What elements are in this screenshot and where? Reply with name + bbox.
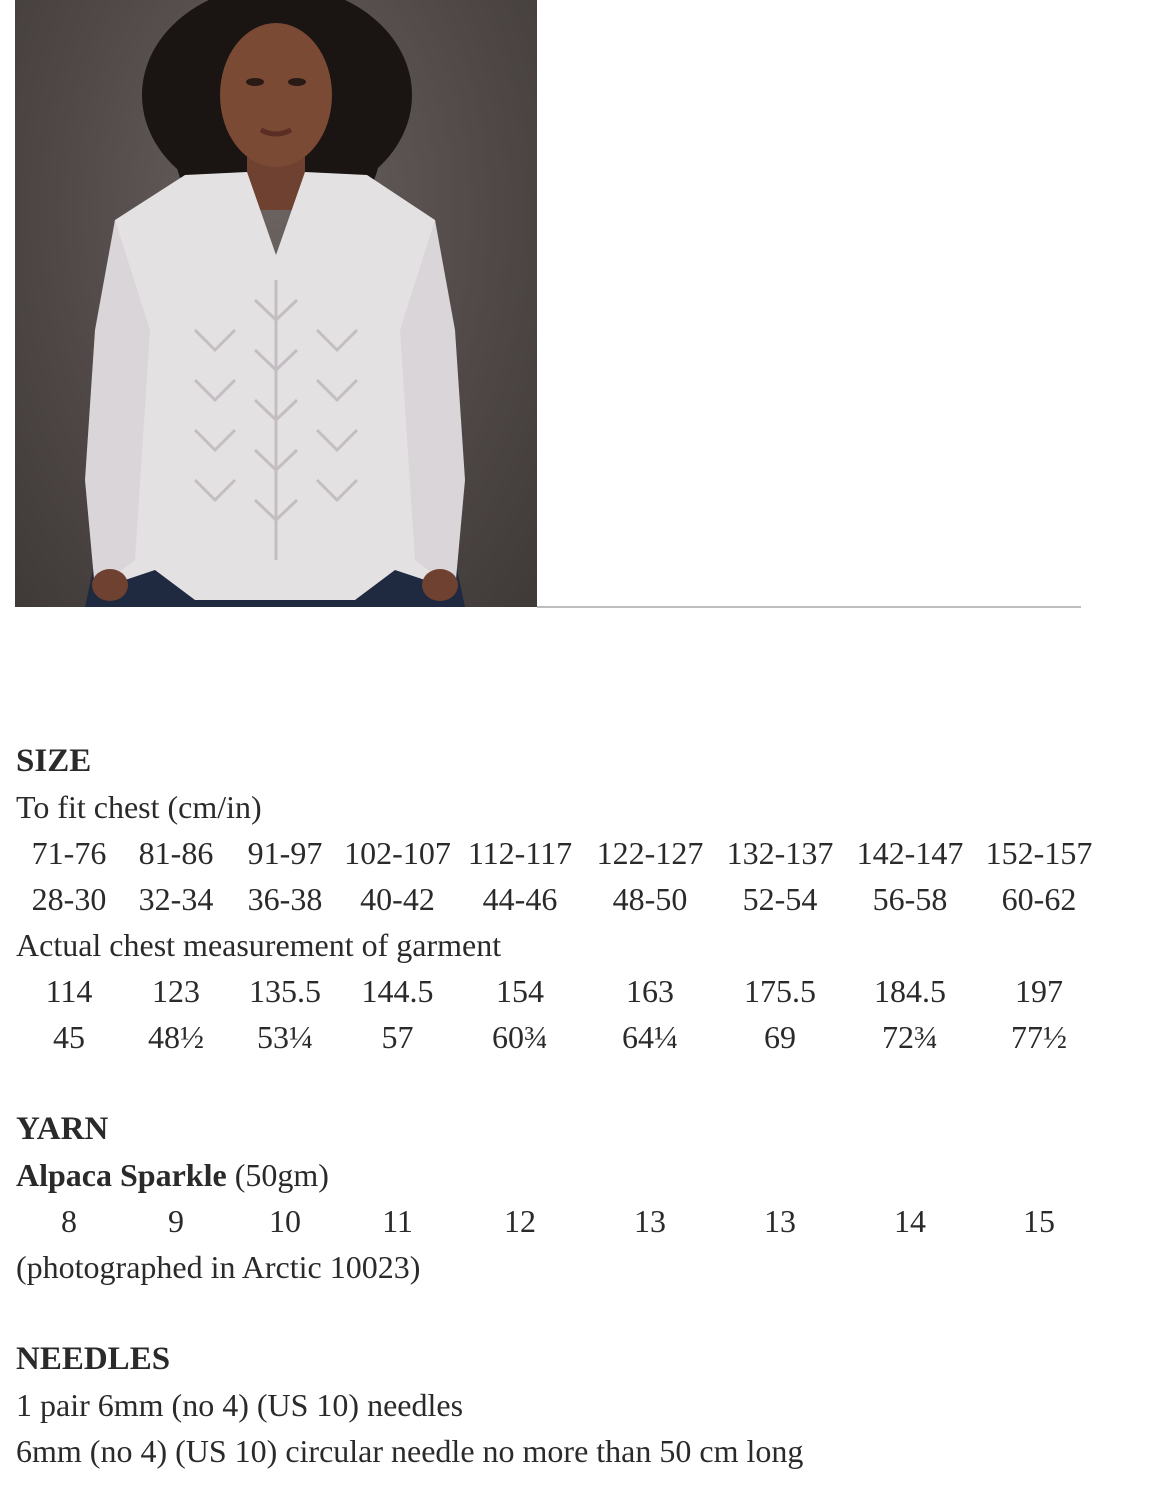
size-cell: 48½ — [148, 1019, 204, 1055]
size-cell: 36-38 — [247, 881, 323, 917]
fit-in-row — [16, 876, 1116, 922]
size-cell: 53¼ — [257, 1019, 313, 1055]
fit-chest-label: To fit chest (cm/in) — [16, 789, 262, 825]
yarn-note: (photographed in Arctic 10023) — [16, 1249, 421, 1285]
size-cell: 175.5 — [744, 973, 816, 1009]
size-cell: 48-50 — [612, 881, 688, 917]
size-cell: 45 — [53, 1019, 85, 1055]
size-cell: 13 — [634, 1203, 666, 1239]
header-divider — [537, 606, 1081, 608]
pattern-details — [16, 738, 1116, 1474]
size-cell: 60¾ — [492, 1019, 548, 1055]
size-cell: 114 — [45, 973, 93, 1009]
size-cell: 135.5 — [249, 973, 321, 1009]
yarn-name-line — [16, 1152, 1116, 1198]
size-cell: 71-76 — [31, 835, 107, 871]
size-cell: 154 — [496, 973, 544, 1009]
size-cell: 32-34 — [138, 881, 214, 917]
actual-in-row — [16, 1014, 1116, 1060]
size-cell: 15 — [1023, 1203, 1055, 1239]
size-cell: 81-86 — [138, 835, 214, 871]
size-cell: 9 — [168, 1203, 184, 1239]
size-cell: 57 — [381, 1019, 414, 1055]
size-heading: SIZE — [16, 743, 92, 779]
size-cell: 184.5 — [874, 973, 946, 1009]
size-cell: 10 — [269, 1203, 301, 1239]
yarn-quantity-row — [16, 1198, 1116, 1244]
size-cell: 28-30 — [31, 881, 107, 917]
actual-chest-label: Actual chest measurement of garment — [16, 927, 502, 963]
model-photo — [15, 0, 537, 607]
size-cell: 44-46 — [482, 881, 558, 917]
model-photo-icon — [15, 0, 537, 607]
size-cell: 163 — [626, 973, 674, 1009]
yarn-name: Alpaca Sparkle — [16, 1157, 227, 1193]
size-cell: 56-58 — [872, 881, 948, 917]
size-cell: 60-62 — [1001, 881, 1077, 917]
size-cell: 112-117 — [467, 835, 573, 871]
needle-item-2: 6mm (no 4) (US 10) circular needle no more than 50 cm long — [16, 1433, 804, 1469]
needles-heading: NEEDLES — [16, 1341, 171, 1377]
needle-item-1: 1 pair 6mm (no 4) (US 10) needles — [16, 1387, 464, 1423]
size-cell: 197 — [1015, 973, 1063, 1009]
size-cell: 122-127 — [596, 835, 704, 871]
size-cell: 144.5 — [361, 973, 434, 1009]
size-cell: 12 — [504, 1203, 536, 1239]
size-cell: 11 — [382, 1203, 413, 1239]
size-cell: 8 — [61, 1203, 77, 1239]
size-cell: 102-107 — [344, 835, 451, 871]
size-cell: 91-97 — [247, 835, 323, 871]
yarn-heading: YARN — [16, 1111, 109, 1147]
size-cell: 132-137 — [726, 835, 834, 871]
size-cell: 152-157 — [985, 835, 1093, 871]
yarn-weight: (50gm) — [226, 1157, 329, 1193]
size-cell: 142-147 — [856, 835, 964, 871]
size-cell: 69 — [764, 1019, 796, 1055]
size-cell: 72¾ — [882, 1019, 938, 1055]
size-cell: 64¼ — [622, 1019, 678, 1055]
size-cell: 40-42 — [360, 881, 435, 917]
size-cell: 77½ — [1011, 1019, 1067, 1055]
size-cell: 14 — [894, 1203, 926, 1239]
fit-cm-row — [16, 830, 1116, 876]
size-cell: 13 — [764, 1203, 796, 1239]
actual-cm-row — [16, 968, 1116, 1014]
size-cell: 123 — [152, 973, 200, 1009]
size-cell: 52-54 — [742, 881, 818, 917]
